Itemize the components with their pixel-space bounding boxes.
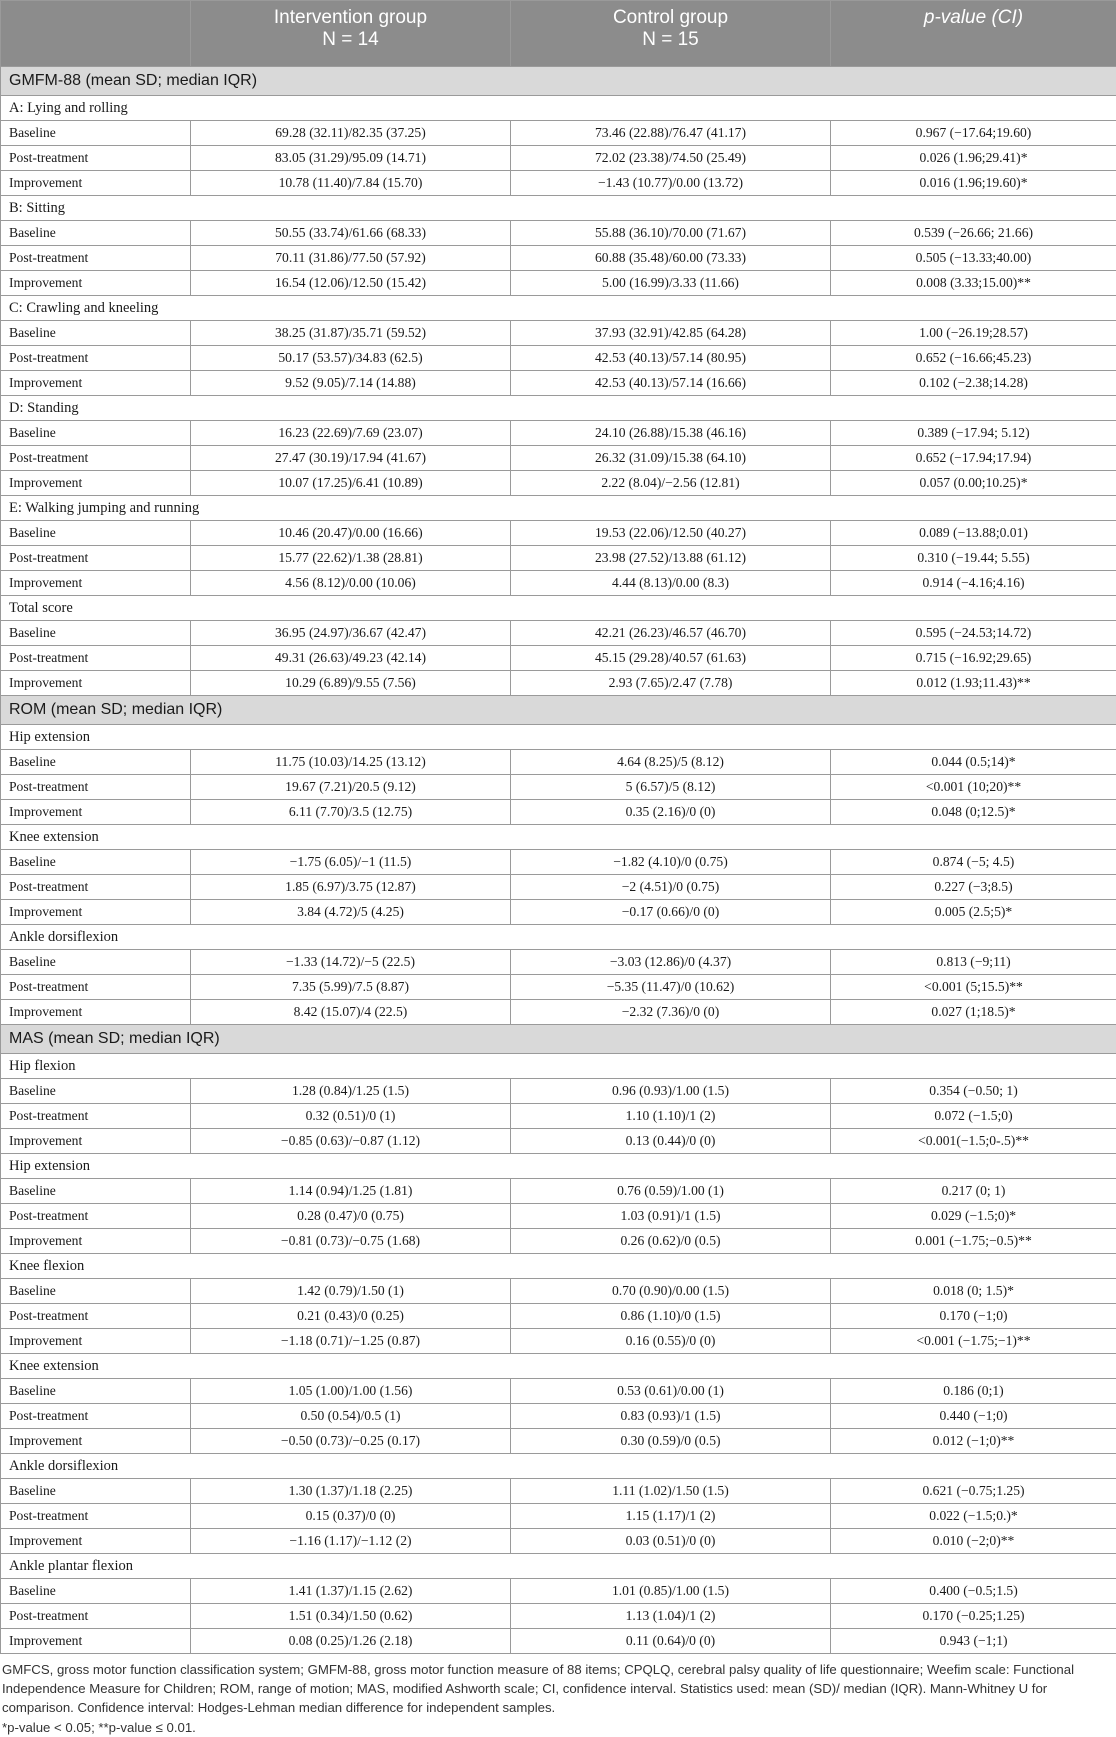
table-row	[1, 546, 1116, 571]
subgroup-title: Hip extension	[1, 725, 1116, 750]
table-row	[1, 1604, 1116, 1629]
intervention-value: 0.21 (0.43)/0 (0.25)	[191, 1304, 511, 1329]
control-value: −2 (4.51)/0 (0.75)	[511, 875, 831, 900]
subgroup-header-row	[1, 1054, 1116, 1079]
row-label: Baseline	[1, 1379, 191, 1404]
table-row	[1, 1404, 1116, 1429]
p-value: 0.595 (−24.53;14.72)	[831, 621, 1116, 646]
control-value: 0.16 (0.55)/0 (0)	[511, 1329, 831, 1354]
table-row	[1, 1579, 1116, 1604]
table-row	[1, 900, 1116, 925]
control-value: 2.93 (7.65)/2.47 (7.78)	[511, 671, 831, 696]
header-control-n: N = 15	[517, 29, 824, 51]
row-label: Baseline	[1, 1179, 191, 1204]
intervention-value: 0.50 (0.54)/0.5 (1)	[191, 1404, 511, 1429]
p-value: 0.186 (0;1)	[831, 1379, 1116, 1404]
row-label: Baseline	[1, 1279, 191, 1304]
table-row	[1, 1429, 1116, 1454]
intervention-value: −1.18 (0.71)/−1.25 (0.87)	[191, 1329, 511, 1354]
header-control-group	[511, 1, 831, 67]
row-label: Post-treatment	[1, 1204, 191, 1229]
intervention-value: 1.14 (0.94)/1.25 (1.81)	[191, 1179, 511, 1204]
row-label: Post-treatment	[1, 1404, 191, 1429]
table-row	[1, 1104, 1116, 1129]
table-row	[1, 1204, 1116, 1229]
section-title: GMFM-88 (mean SD; median IQR)	[1, 67, 1116, 96]
control-value: 0.11 (0.64)/0 (0)	[511, 1629, 831, 1654]
intervention-value: 15.77 (22.62)/1.38 (28.81)	[191, 546, 511, 571]
subgroup-header-row	[1, 96, 1116, 121]
control-value: 2.22 (8.04)/−2.56 (12.81)	[511, 471, 831, 496]
intervention-value: 0.08 (0.25)/1.26 (2.18)	[191, 1629, 511, 1654]
p-value: 0.440 (−1;0)	[831, 1404, 1116, 1429]
table-row	[1, 1304, 1116, 1329]
section-header-row	[1, 67, 1116, 96]
control-value: 24.10 (26.88)/15.38 (46.16)	[511, 421, 831, 446]
intervention-value: 50.55 (33.74)/61.66 (68.33)	[191, 221, 511, 246]
control-value: 5.00 (16.99)/3.33 (11.66)	[511, 271, 831, 296]
table-row	[1, 471, 1116, 496]
p-value: 0.715 (−16.92;29.65)	[831, 646, 1116, 671]
subgroup-header-row	[1, 1454, 1116, 1479]
intervention-value: −1.75 (6.05)/−1 (11.5)	[191, 850, 511, 875]
table-row	[1, 1079, 1116, 1104]
intervention-value: −1.33 (14.72)/−5 (22.5)	[191, 950, 511, 975]
subgroup-header-row	[1, 496, 1116, 521]
subgroup-title: A: Lying and rolling	[1, 96, 1116, 121]
table-row	[1, 850, 1116, 875]
p-value: 0.029 (−1.5;0)*	[831, 1204, 1116, 1229]
row-label: Baseline	[1, 121, 191, 146]
table-row	[1, 621, 1116, 646]
control-value: 42.53 (40.13)/57.14 (80.95)	[511, 346, 831, 371]
table-body	[1, 67, 1116, 1654]
table-row	[1, 446, 1116, 471]
subgroup-title: Hip extension	[1, 1154, 1116, 1179]
p-value: 0.048 (0;12.5)*	[831, 800, 1116, 825]
row-label: Improvement	[1, 171, 191, 196]
control-value: 0.13 (0.44)/0 (0)	[511, 1129, 831, 1154]
table-row	[1, 246, 1116, 271]
header-p-value-label: p-value (CI)	[924, 7, 1023, 28]
row-label: Baseline	[1, 321, 191, 346]
table-row	[1, 750, 1116, 775]
header-intervention-group	[191, 1, 511, 67]
table-row	[1, 775, 1116, 800]
table-row	[1, 371, 1116, 396]
header-intervention-n: N = 14	[197, 29, 504, 51]
p-value: 0.008 (3.33;15.00)**	[831, 271, 1116, 296]
control-value: 4.44 (8.13)/0.00 (8.3)	[511, 571, 831, 596]
subgroup-title: Knee extension	[1, 825, 1116, 850]
row-label: Improvement	[1, 671, 191, 696]
p-value: 0.505 (−13.33;40.00)	[831, 246, 1116, 271]
p-value: <0.001 (−1.75;−1)**	[831, 1329, 1116, 1354]
row-label: Post-treatment	[1, 1504, 191, 1529]
p-value: 0.027 (1;18.5)*	[831, 1000, 1116, 1025]
row-label: Improvement	[1, 371, 191, 396]
intervention-value: 10.07 (17.25)/6.41 (10.89)	[191, 471, 511, 496]
control-value: 0.03 (0.51)/0 (0)	[511, 1529, 831, 1554]
row-label: Baseline	[1, 221, 191, 246]
header-empty-cell	[1, 1, 191, 67]
table-row	[1, 221, 1116, 246]
p-value: 0.044 (0.5;14)*	[831, 750, 1116, 775]
intervention-value: 8.42 (15.07)/4 (22.5)	[191, 1000, 511, 1025]
control-value: 0.35 (2.16)/0 (0)	[511, 800, 831, 825]
row-label: Post-treatment	[1, 146, 191, 171]
row-label: Post-treatment	[1, 346, 191, 371]
row-label: Improvement	[1, 1429, 191, 1454]
control-value: 1.10 (1.10)/1 (2)	[511, 1104, 831, 1129]
table-row	[1, 1229, 1116, 1254]
table-row	[1, 1629, 1116, 1654]
header-intervention-title: Intervention group	[274, 7, 427, 28]
subgroup-header-row	[1, 825, 1116, 850]
intervention-value: 1.42 (0.79)/1.50 (1)	[191, 1279, 511, 1304]
row-label: Post-treatment	[1, 875, 191, 900]
p-value: 0.621 (−0.75;1.25)	[831, 1479, 1116, 1504]
row-label: Post-treatment	[1, 775, 191, 800]
row-label: Improvement	[1, 1129, 191, 1154]
p-value: 1.00 (−26.19;28.57)	[831, 321, 1116, 346]
table-row	[1, 800, 1116, 825]
row-label: Baseline	[1, 1479, 191, 1504]
table-row	[1, 346, 1116, 371]
p-value: 0.102 (−2.38;14.28)	[831, 371, 1116, 396]
control-value: 5 (6.57)/5 (8.12)	[511, 775, 831, 800]
row-label: Improvement	[1, 1229, 191, 1254]
control-value: 0.26 (0.62)/0 (0.5)	[511, 1229, 831, 1254]
footnote-abbreviations: GMFCS, gross motor function classification system; GMFM-88, gross motor function measure of 88 items; CPQLQ, cerebral palsy quality of life questionnaire; Weefim scale: Functional Independence Measure for Children; ROM, range of motion; MAS, modified Ashworth scale; CI, confidence interval. Statistics used: mean (SD)/ median (IQR). Mann-Whitney U for comparison. Confidence interval: Hodges-Lehman median difference for independent samples.	[2, 1660, 1108, 1717]
table-row	[1, 1129, 1116, 1154]
intervention-value: 19.67 (7.21)/20.5 (9.12)	[191, 775, 511, 800]
intervention-value: 70.11 (31.86)/77.50 (57.92)	[191, 246, 511, 271]
intervention-value: 9.52 (9.05)/7.14 (14.88)	[191, 371, 511, 396]
control-value: −3.03 (12.86)/0 (4.37)	[511, 950, 831, 975]
subgroup-header-row	[1, 1154, 1116, 1179]
p-value: 0.389 (−17.94; 5.12)	[831, 421, 1116, 446]
control-value: 1.15 (1.17)/1 (2)	[511, 1504, 831, 1529]
subgroup-header-row	[1, 1254, 1116, 1279]
subgroup-title: D: Standing	[1, 396, 1116, 421]
p-value: 0.354 (−0.50; 1)	[831, 1079, 1116, 1104]
table-row	[1, 1279, 1116, 1304]
header-row	[1, 1, 1116, 67]
row-label: Improvement	[1, 271, 191, 296]
control-value: 55.88 (36.10)/70.00 (71.67)	[511, 221, 831, 246]
control-value: 1.01 (0.85)/1.00 (1.5)	[511, 1579, 831, 1604]
header-control-title: Control group	[613, 7, 728, 28]
control-value: −0.17 (0.66)/0 (0)	[511, 900, 831, 925]
row-label: Improvement	[1, 571, 191, 596]
row-label: Improvement	[1, 1529, 191, 1554]
p-value: <0.001(−1.5;0-.5)**	[831, 1129, 1116, 1154]
table-row	[1, 646, 1116, 671]
control-value: 19.53 (22.06)/12.50 (40.27)	[511, 521, 831, 546]
intervention-value: 49.31 (26.63)/49.23 (42.14)	[191, 646, 511, 671]
control-value: 42.21 (26.23)/46.57 (46.70)	[511, 621, 831, 646]
intervention-value: 0.15 (0.37)/0 (0)	[191, 1504, 511, 1529]
subgroup-title: Knee extension	[1, 1354, 1116, 1379]
table-row	[1, 1179, 1116, 1204]
row-label: Baseline	[1, 1579, 191, 1604]
row-label: Post-treatment	[1, 546, 191, 571]
intervention-value: 27.47 (30.19)/17.94 (41.67)	[191, 446, 511, 471]
row-label: Improvement	[1, 1629, 191, 1654]
p-value: <0.001 (10;20)**	[831, 775, 1116, 800]
table-row	[1, 521, 1116, 546]
p-value: 0.943 (−1;1)	[831, 1629, 1116, 1654]
table-row	[1, 975, 1116, 1000]
p-value: 0.005 (2.5;5)*	[831, 900, 1116, 925]
row-label: Post-treatment	[1, 646, 191, 671]
table-row	[1, 171, 1116, 196]
intervention-value: 83.05 (31.29)/95.09 (14.71)	[191, 146, 511, 171]
p-value: 0.227 (−3;8.5)	[831, 875, 1116, 900]
p-value: 0.012 (1.93;11.43)**	[831, 671, 1116, 696]
intervention-value: 16.54 (12.06)/12.50 (15.42)	[191, 271, 511, 296]
subgroup-header-row	[1, 925, 1116, 950]
row-label: Improvement	[1, 1000, 191, 1025]
intervention-value: −1.16 (1.17)/−1.12 (2)	[191, 1529, 511, 1554]
p-value: 0.016 (1.96;19.60)*	[831, 171, 1116, 196]
p-value: 0.914 (−4.16;4.16)	[831, 571, 1116, 596]
subgroup-title: Total score	[1, 596, 1116, 621]
row-label: Post-treatment	[1, 446, 191, 471]
control-value: 45.15 (29.28)/40.57 (61.63)	[511, 646, 831, 671]
control-value: −5.35 (11.47)/0 (10.62)	[511, 975, 831, 1000]
table-row	[1, 1504, 1116, 1529]
p-value: 0.057 (0.00;10.25)*	[831, 471, 1116, 496]
subgroup-header-row	[1, 196, 1116, 221]
subgroup-title: B: Sitting	[1, 196, 1116, 221]
p-value: 0.539 (−26.66; 21.66)	[831, 221, 1116, 246]
section-header-row	[1, 1025, 1116, 1054]
intervention-value: −0.50 (0.73)/−0.25 (0.17)	[191, 1429, 511, 1454]
p-value: 0.022 (−1.5;0.)*	[831, 1504, 1116, 1529]
row-label: Improvement	[1, 1329, 191, 1354]
intervention-value: 1.28 (0.84)/1.25 (1.5)	[191, 1079, 511, 1104]
control-value: 26.32 (31.09)/15.38 (64.10)	[511, 446, 831, 471]
control-value: 1.03 (0.91)/1 (1.5)	[511, 1204, 831, 1229]
p-value: <0.001 (5;15.5)**	[831, 975, 1116, 1000]
control-value: 0.53 (0.61)/0.00 (1)	[511, 1379, 831, 1404]
row-label: Improvement	[1, 900, 191, 925]
p-value: 0.170 (−1;0)	[831, 1304, 1116, 1329]
control-value: 0.70 (0.90)/0.00 (1.5)	[511, 1279, 831, 1304]
p-value: 0.967 (−17.64;19.60)	[831, 121, 1116, 146]
row-label: Baseline	[1, 421, 191, 446]
intervention-value: 6.11 (7.70)/3.5 (12.75)	[191, 800, 511, 825]
table-row	[1, 421, 1116, 446]
intervention-value: 1.30 (1.37)/1.18 (2.25)	[191, 1479, 511, 1504]
control-value: 72.02 (23.38)/74.50 (25.49)	[511, 146, 831, 171]
intervention-value: 16.23 (22.69)/7.69 (23.07)	[191, 421, 511, 446]
intervention-value: 50.17 (53.57)/34.83 (62.5)	[191, 346, 511, 371]
intervention-value: 69.28 (32.11)/82.35 (37.25)	[191, 121, 511, 146]
control-value: −2.32 (7.36)/0 (0)	[511, 1000, 831, 1025]
row-label: Improvement	[1, 471, 191, 496]
row-label: Baseline	[1, 950, 191, 975]
table-row	[1, 571, 1116, 596]
p-value: 0.012 (−1;0)**	[831, 1429, 1116, 1454]
control-value: 0.96 (0.93)/1.00 (1.5)	[511, 1079, 831, 1104]
table-row	[1, 1000, 1116, 1025]
p-value: 0.813 (−9;11)	[831, 950, 1116, 975]
p-value: 0.001 (−1.75;−0.5)**	[831, 1229, 1116, 1254]
control-value: 73.46 (22.88)/76.47 (41.17)	[511, 121, 831, 146]
control-value: 0.76 (0.59)/1.00 (1)	[511, 1179, 831, 1204]
subgroup-title: Knee flexion	[1, 1254, 1116, 1279]
p-value: 0.400 (−0.5;1.5)	[831, 1579, 1116, 1604]
subgroup-title: E: Walking jumping and running	[1, 496, 1116, 521]
control-value: −1.82 (4.10)/0 (0.75)	[511, 850, 831, 875]
subgroup-title: Ankle dorsiflexion	[1, 1454, 1116, 1479]
p-value: 0.089 (−13.88;0.01)	[831, 521, 1116, 546]
subgroup-header-row	[1, 296, 1116, 321]
table-row	[1, 121, 1116, 146]
subgroup-header-row	[1, 1554, 1116, 1579]
row-label: Post-treatment	[1, 1604, 191, 1629]
p-value: 0.217 (0; 1)	[831, 1179, 1116, 1204]
row-label: Baseline	[1, 521, 191, 546]
row-label: Post-treatment	[1, 975, 191, 1000]
p-value: 0.652 (−16.66;45.23)	[831, 346, 1116, 371]
control-value: 23.98 (27.52)/13.88 (61.12)	[511, 546, 831, 571]
row-label: Baseline	[1, 850, 191, 875]
control-value: 0.83 (0.93)/1 (1.5)	[511, 1404, 831, 1429]
intervention-value: 10.78 (11.40)/7.84 (15.70)	[191, 171, 511, 196]
intervention-value: 10.29 (6.89)/9.55 (7.56)	[191, 671, 511, 696]
footnote-significance: *p-value < 0.05; **p-value ≤ 0.01.	[2, 1718, 1108, 1737]
control-value: 60.88 (35.48)/60.00 (73.33)	[511, 246, 831, 271]
intervention-value: 36.95 (24.97)/36.67 (42.47)	[191, 621, 511, 646]
control-value: 0.30 (0.59)/0 (0.5)	[511, 1429, 831, 1454]
intervention-value: 4.56 (8.12)/0.00 (10.06)	[191, 571, 511, 596]
intervention-value: 0.28 (0.47)/0 (0.75)	[191, 1204, 511, 1229]
table-row	[1, 875, 1116, 900]
control-value: 42.53 (40.13)/57.14 (16.66)	[511, 371, 831, 396]
intervention-value: 1.05 (1.00)/1.00 (1.56)	[191, 1379, 511, 1404]
row-label: Baseline	[1, 750, 191, 775]
section-title: ROM (mean SD; median IQR)	[1, 696, 1116, 725]
control-value: 37.93 (32.91)/42.85 (64.28)	[511, 321, 831, 346]
control-value: 4.64 (8.25)/5 (8.12)	[511, 750, 831, 775]
intervention-value: −0.85 (0.63)/−0.87 (1.12)	[191, 1129, 511, 1154]
intervention-value: 1.51 (0.34)/1.50 (0.62)	[191, 1604, 511, 1629]
intervention-value: −0.81 (0.73)/−0.75 (1.68)	[191, 1229, 511, 1254]
table-row	[1, 1379, 1116, 1404]
subgroup-title: C: Crawling and kneeling	[1, 296, 1116, 321]
table-row	[1, 321, 1116, 346]
intervention-value: 1.41 (1.37)/1.15 (2.62)	[191, 1579, 511, 1604]
control-value: −1.43 (10.77)/0.00 (13.72)	[511, 171, 831, 196]
p-value: 0.170 (−0.25;1.25)	[831, 1604, 1116, 1629]
p-value: 0.026 (1.96;29.41)*	[831, 146, 1116, 171]
control-value: 1.11 (1.02)/1.50 (1.5)	[511, 1479, 831, 1504]
control-value: 0.86 (1.10)/0 (1.5)	[511, 1304, 831, 1329]
row-label: Post-treatment	[1, 1104, 191, 1129]
table-row	[1, 1329, 1116, 1354]
table-row	[1, 1529, 1116, 1554]
intervention-value: 3.84 (4.72)/5 (4.25)	[191, 900, 511, 925]
subgroup-title: Hip flexion	[1, 1054, 1116, 1079]
table-row	[1, 271, 1116, 296]
intervention-value: 0.32 (0.51)/0 (1)	[191, 1104, 511, 1129]
intervention-value: 38.25 (31.87)/35.71 (59.52)	[191, 321, 511, 346]
p-value: 0.018 (0; 1.5)*	[831, 1279, 1116, 1304]
control-value: 1.13 (1.04)/1 (2)	[511, 1604, 831, 1629]
p-value: 0.652 (−17.94;17.94)	[831, 446, 1116, 471]
subgroup-header-row	[1, 596, 1116, 621]
p-value: 0.874 (−5; 4.5)	[831, 850, 1116, 875]
table-footnote	[0, 1660, 1110, 1737]
subgroup-header-row	[1, 396, 1116, 421]
row-label: Baseline	[1, 621, 191, 646]
row-label: Baseline	[1, 1079, 191, 1104]
intervention-value: 11.75 (10.03)/14.25 (13.12)	[191, 750, 511, 775]
row-label: Post-treatment	[1, 246, 191, 271]
row-label: Improvement	[1, 800, 191, 825]
intervention-value: 7.35 (5.99)/7.5 (8.87)	[191, 975, 511, 1000]
table-row	[1, 1479, 1116, 1504]
intervention-value: 10.46 (20.47)/0.00 (16.66)	[191, 521, 511, 546]
subgroup-title: Ankle plantar flexion	[1, 1554, 1116, 1579]
row-label: Post-treatment	[1, 1304, 191, 1329]
section-header-row	[1, 696, 1116, 725]
p-value: 0.310 (−19.44; 5.55)	[831, 546, 1116, 571]
header-p-value	[831, 1, 1116, 67]
table-row	[1, 671, 1116, 696]
p-value: 0.072 (−1.5;0)	[831, 1104, 1116, 1129]
intervention-value: 1.85 (6.97)/3.75 (12.87)	[191, 875, 511, 900]
subgroup-header-row	[1, 725, 1116, 750]
table-row	[1, 146, 1116, 171]
subgroup-header-row	[1, 1354, 1116, 1379]
subgroup-title: Ankle dorsiflexion	[1, 925, 1116, 950]
section-title: MAS (mean SD; median IQR)	[1, 1025, 1116, 1054]
p-value: 0.010 (−2;0)**	[831, 1529, 1116, 1554]
table-row	[1, 950, 1116, 975]
